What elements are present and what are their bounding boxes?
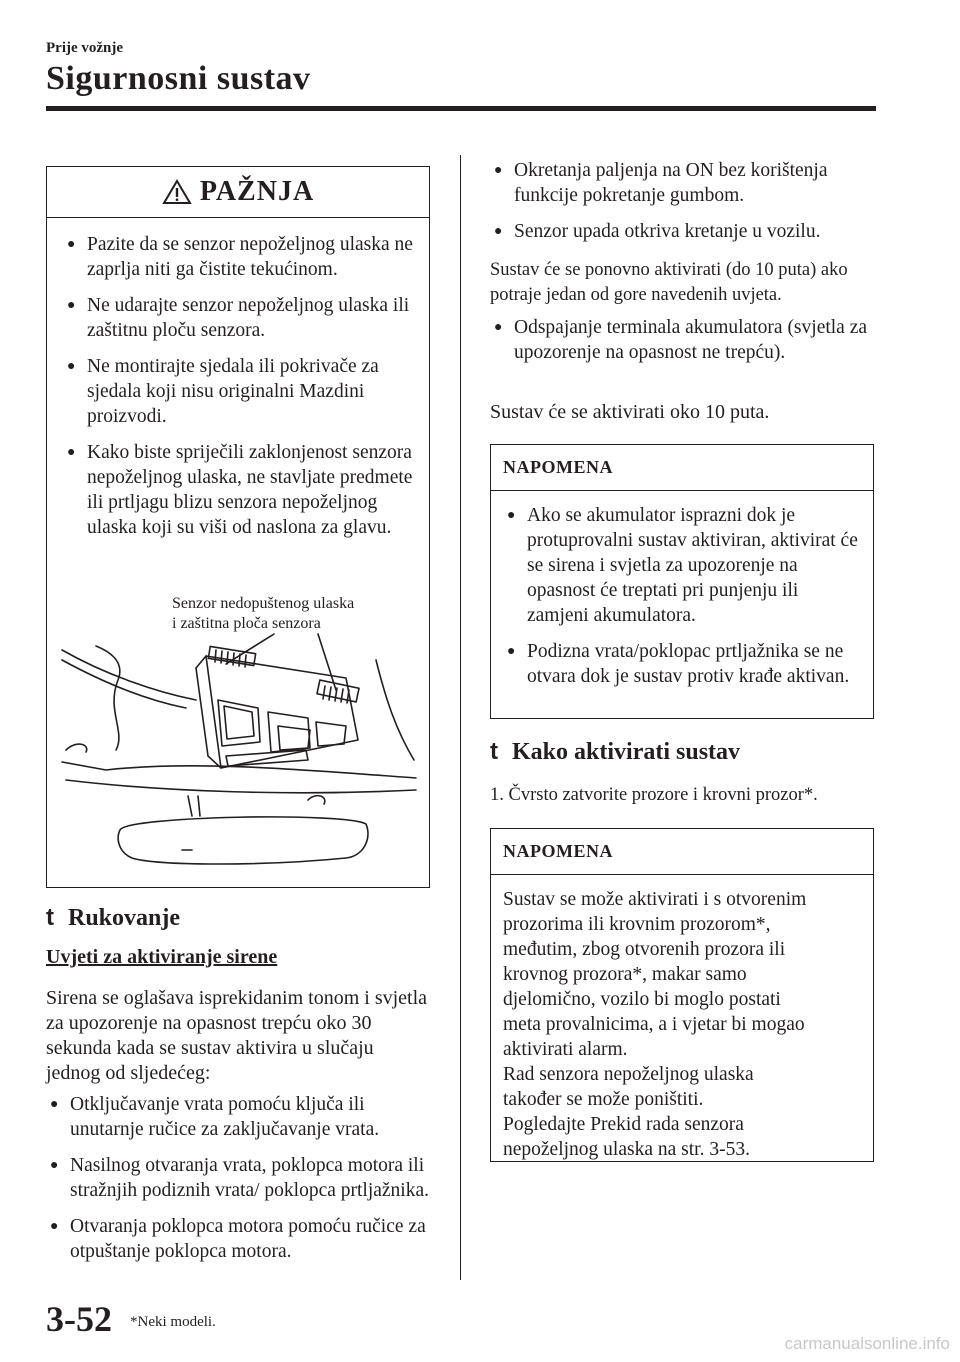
siren-intro-paragraph: Sirena se oglašava isprekidanim tonom i svjetla za upozorenje na opasnost trepću oko 30 sekunda kada se sustav aktivira u slučaju jednog od sljedećeg:: [46, 987, 428, 1084]
page-title: Sigurnosni sustav: [46, 60, 311, 97]
condition-item: ● Otključavanje vrata pomoću ključa ili unutarnje ručice za zaključavanje vrata.: [50, 1094, 380, 1140]
condition-item: ● Senzor upada otkriva kretanje u vozilu.: [494, 221, 821, 242]
header-rule: [46, 106, 876, 111]
section-kicker: Prije vožnje: [46, 40, 124, 56]
column-divider: [460, 155, 461, 1280]
caution-item: ● Kako biste spriječili zaklonjenost senzora nepoželjnog ulaska, ne stavljate predmete ili prtljagu blizu senzora nepoželjnog ulaska koji su viši od naslona za glavu.: [67, 442, 413, 538]
note-title: NAPOMENA: [491, 445, 873, 491]
warning-triangle-icon: [162, 179, 192, 205]
note-box-open-windows: [490, 828, 874, 1162]
caution-title: PAŽNJA: [199, 176, 315, 207]
note-text: Sustav se može aktivirati i s otvorenim prozorima ili krovnim prozorom*, međutim, zbog otvorenih prozora ili krovnog prozora*, makar samo djelomično, vozilo bi moglo postati meta provalnicima, a i vjetar bi mogao aktivirati alarm. Rad senzora nepoželjnog ulaska također se može poništiti. Pogledajte Prekid rada senzora nepoželjnog ulaska na str. 3-53.: [503, 889, 807, 1160]
note-box-battery: [490, 444, 874, 719]
condition-item: ● Otvaranja poklopca motora pomoću ručice za otpuštanje poklopca motora.: [50, 1216, 426, 1262]
conditions-continued-list: [490, 158, 882, 255]
note-list: [503, 503, 861, 689]
reactivate-paragraph: Sustav će se ponovno aktivirati (do 10 puta) ako potraje jedan od gore navedenih uvjeta.: [490, 260, 848, 305]
condition-item: ● Okretanja paljenja na ON bez korištenja funkcije pokretanje gumbom.: [494, 160, 828, 206]
note-item: ● Ako se akumulator isprazni dok je protuprovalni sustav aktiviran, aktivirat će se sirena i svjetla za upozorenje na opasnost će treptati pri punjenju ili zamjeni akumulatora.: [507, 505, 858, 626]
caution-item: ● Ne montirajte sjedala ili pokrivače za sjedala koji nisu originalni Mazdini proizvodi.: [67, 356, 379, 427]
reactivate-conditions-list: [490, 315, 882, 376]
section-heading-operation: t Rukovanje: [46, 904, 181, 931]
siren-conditions-list: [46, 1092, 430, 1275]
caution-item: ● Ne udarajte senzor nepoželjnog ulaska ili zaštitnu ploču senzora.: [67, 295, 410, 341]
condition-item: ● Nasilnog otvaranja vrata, poklopca motora ili stražnjih podiznih vrata/ poklopca prtljažnika.: [50, 1155, 430, 1201]
watermark: carmanualsonline.info: [784, 1334, 950, 1353]
activate-times-paragraph: Sustav će se aktivirati oko 10 puta.: [490, 401, 770, 423]
condition-item: ● Odspajanje terminala akumulatora (svjetla za upozorenje na opasnost ne trepću).: [494, 317, 868, 363]
subheading-siren-conditions: Uvjeti za aktiviranje sirene: [46, 946, 278, 968]
caution-item: ● Pazite da se senzor nepoželjnog ulaska ne zaprlja niti ga čistite tekućinom.: [67, 234, 413, 280]
figure-label: Senzor nedopuštenog ulaska i zaštitna ploča senzora: [172, 595, 355, 632]
caution-list: [63, 232, 413, 540]
note-item: ● Podizna vrata/poklopac prtljažnika se ne otvara dok je sustav protiv krađe aktivan.: [507, 641, 850, 687]
section-heading-activate: t Kako aktivirati sustav: [490, 738, 741, 765]
caution-header: [47, 167, 429, 218]
page-number: 3-52: [46, 1299, 112, 1339]
step-1: 1. Čvrsto zatvorite prozore i krovni prozor*.: [490, 785, 818, 805]
overhead-console-illustration: [46, 620, 430, 886]
footnote: *Neki modeli.: [130, 1314, 216, 1330]
note-title: NAPOMENA: [491, 829, 873, 875]
